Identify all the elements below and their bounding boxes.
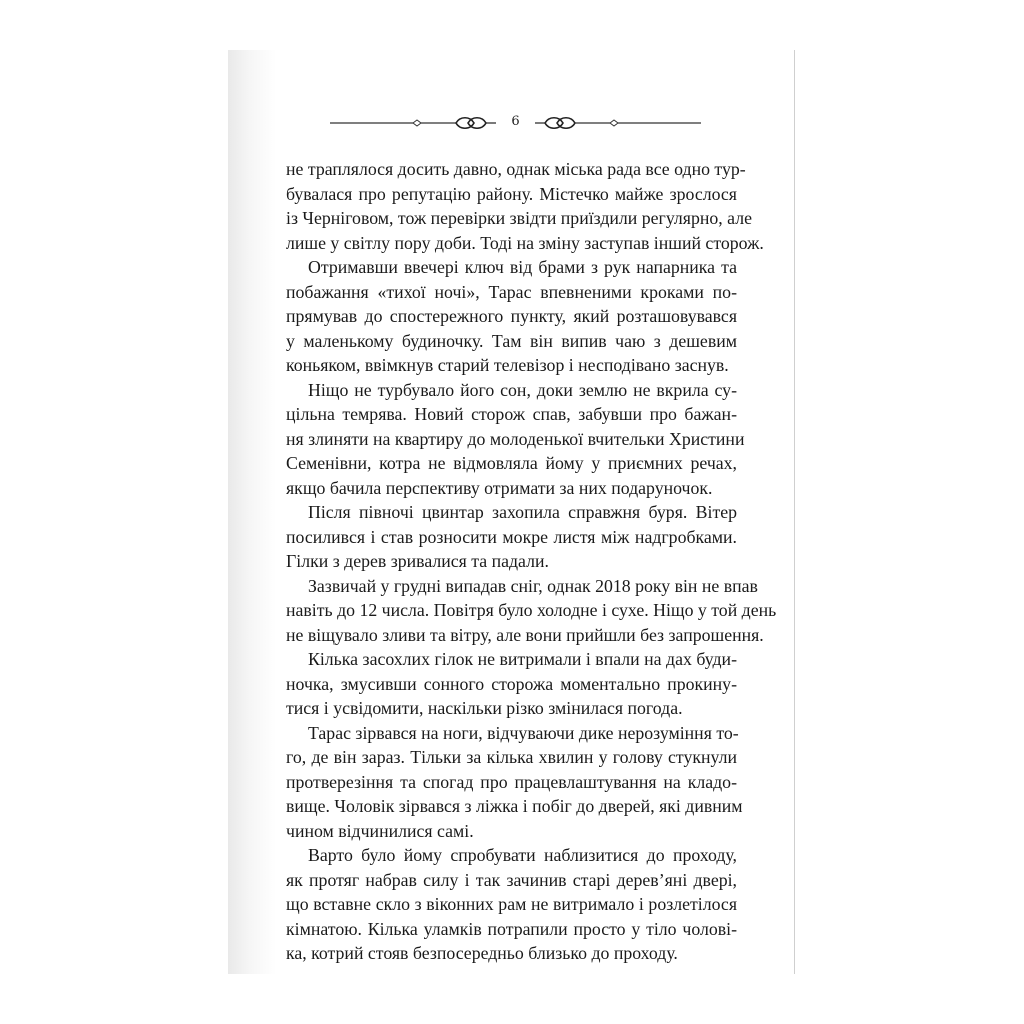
text-line: у маленькому будиночку. Там він випив чаю з дешевим xyxy=(286,330,737,351)
paragraph xyxy=(286,721,743,844)
paragraph xyxy=(286,157,764,255)
paragraph xyxy=(286,843,737,966)
text-line: ночка, змусивши сонного сторожа моментально прокину- xyxy=(286,673,737,694)
paragraph xyxy=(286,500,737,574)
text-line: Отримавши ввечері ключ від брами з рук напарника та xyxy=(308,257,737,277)
text-line: Після півночі цвинтар захопила справжня буря. Вітер xyxy=(308,502,737,522)
body-text xyxy=(286,157,777,966)
text-line: побажання «тихої ночі», Тарас впевненими кроками по- xyxy=(286,281,737,302)
text-line: тися і усвідомити, наскільки різко змінилася погода. xyxy=(286,698,683,718)
text-line: коньяком, ввімкнув старий телевізор і несподівано заснув. xyxy=(286,355,729,375)
text-line: вище. Чоловік зірвався з ліжка і побіг до дверей, які дивним xyxy=(286,796,743,816)
paragraph xyxy=(286,647,737,721)
text-line: що вставне скло з віконних рам не витримало і розлетілося xyxy=(286,894,737,914)
text-line: навіть до 12 числа. Повітря було холодне і сухе. Ніщо у той день xyxy=(286,600,777,620)
text-line: Ніщо не турбувало його сон, доки землю не вкрила су- xyxy=(308,379,737,400)
text-line: ня злиняти на квартиру до молоденької вчительки Христини xyxy=(286,428,745,449)
text-line: із Черніговом, тож перевірки звідти приїздили регулярно, але xyxy=(286,208,752,228)
page-header xyxy=(328,108,703,138)
text-line: Зазвичай у грудні випадав сніг, однак 2018 року він не впав xyxy=(308,575,758,596)
text-line: Кілька засохлих гілок не витримали і впали на дах буди- xyxy=(308,649,737,669)
text-line: Гілки з дерев зривалися та падали. xyxy=(286,551,549,571)
text-line: чином відчинилися самі. xyxy=(286,820,474,841)
text-line: кімнатою. Кілька уламків потрапили просто у тіло чолові- xyxy=(286,918,737,939)
paragraph xyxy=(286,378,745,501)
text-line: бувалася про репутацію району. Містечко майже зрослося xyxy=(286,183,737,204)
text-line: лише у світлу пору доби. Тоді на зміну заступав інший сторож. xyxy=(286,232,764,253)
text-line: Семенівни, котра не відмовляла йому у приємних речах, xyxy=(286,453,737,473)
text-line: як протяг набрав силу і так зачинив старі дерев’яні двері, xyxy=(286,869,737,890)
text-line: ка, котрий стояв безпосередньо близько до проходу. xyxy=(286,943,678,963)
text-line: посилився і став розносити мокре листя між надгробками. xyxy=(286,526,737,547)
text-line: Варто було йому спробувати наблизитися до проходу, xyxy=(308,845,737,865)
text-line: го, де він зараз. Тільки за кілька хвилин у голову стукнули xyxy=(286,747,737,767)
text-line: цільна темрява. Новий сторож спав, забувши про бажан- xyxy=(286,404,737,424)
text-line: якщо бачила перспективу отримати за них подаруночок. xyxy=(286,477,713,498)
text-line: прямував до спостережного пункту, який розташовувався xyxy=(286,306,737,326)
text-line: Тарас зірвався на ноги, відчуваючи дике нерозуміння то- xyxy=(308,722,739,743)
text-line: не віщувало зливи та вітру, але вони прийшли без запрошення. xyxy=(286,624,764,645)
book-page xyxy=(228,50,795,974)
text-line: не траплялося досить давно, однак міська рада все одно тур- xyxy=(286,159,746,179)
paragraph xyxy=(286,574,777,648)
page-number: 6 xyxy=(511,114,520,129)
text-line: протверезіння та спогад про працевлаштування на кладо- xyxy=(286,771,737,792)
paragraph xyxy=(286,255,737,378)
